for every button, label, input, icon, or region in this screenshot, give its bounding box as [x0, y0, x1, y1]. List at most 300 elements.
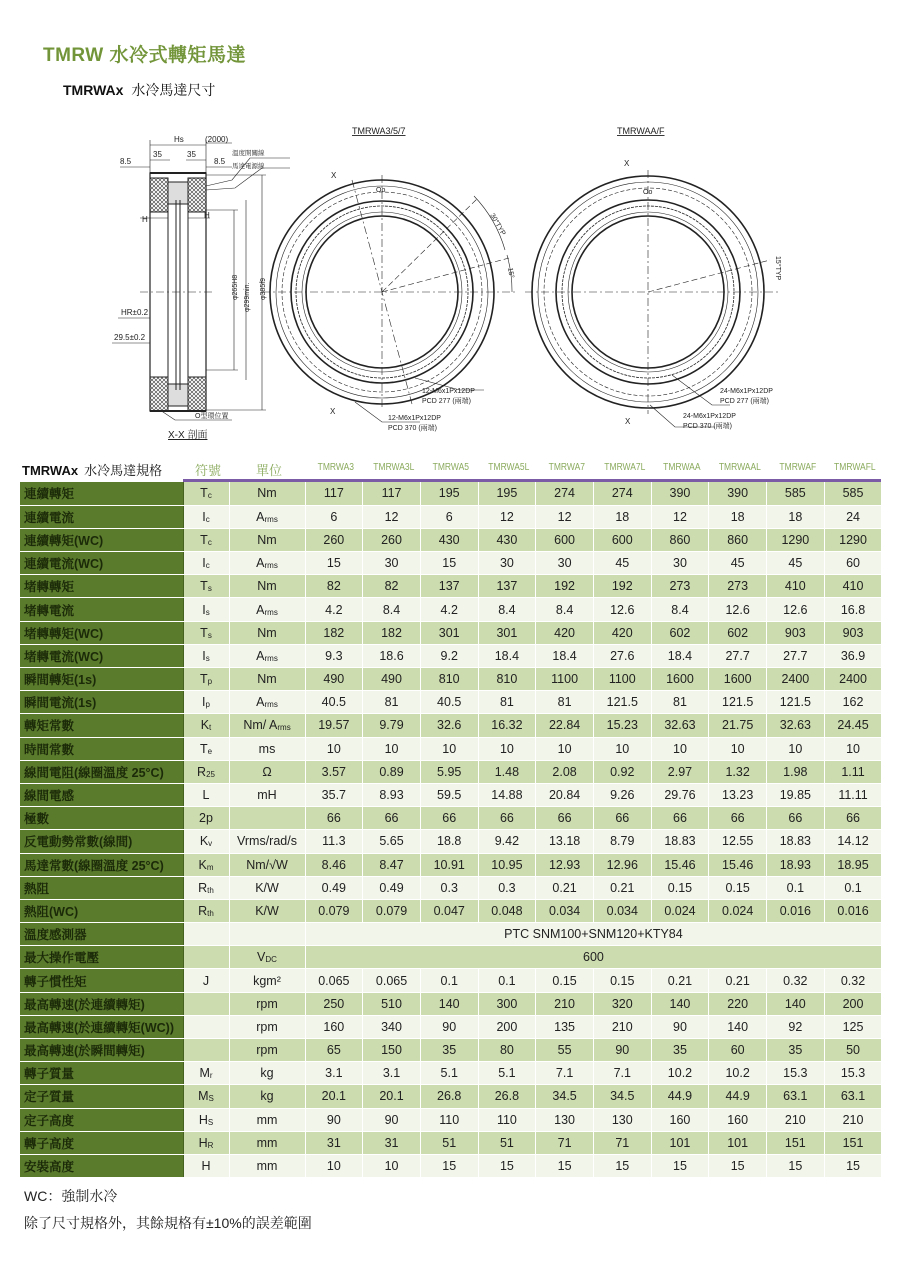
row-unit: ms — [229, 737, 305, 760]
table-row — [20, 969, 882, 992]
value-cell: 15 — [593, 1154, 651, 1177]
value-cell: 19.57 — [305, 714, 363, 737]
value-cell: 15.3 — [824, 1062, 882, 1085]
spec-table-title: TMRWAx 水冷馬達規格 — [22, 463, 163, 478]
col-header-model: TMRWA5L — [488, 462, 530, 473]
table-row — [20, 1131, 882, 1154]
value-cell: 8.4 — [536, 598, 594, 621]
view-b-title: TMRWAA/F — [617, 126, 665, 136]
value-cell: 3.57 — [305, 760, 363, 783]
value-cell: 274 — [593, 482, 651, 505]
value-cell: 140 — [420, 992, 478, 1015]
value-cell: 10.2 — [709, 1062, 767, 1085]
col-header-model: TMRWA3 — [317, 462, 355, 473]
value-cell: 10 — [651, 737, 709, 760]
row-symbol: $I_s$ — [183, 644, 229, 667]
value-cell: 0.065 — [305, 969, 363, 992]
value-cell: 192 — [536, 575, 594, 598]
row-label: 定子高度 — [20, 1108, 183, 1131]
value-cell: 110 — [478, 1108, 536, 1131]
value-cell: 273 — [709, 575, 767, 598]
row-unit: $A_{rms}$ — [229, 691, 305, 714]
row-unit: kgm² — [229, 969, 305, 992]
value-cell: 90 — [593, 1039, 651, 1062]
value-cell: 20.1 — [305, 1085, 363, 1108]
value-cell: 0.065 — [363, 969, 421, 992]
value-cell: 140 — [709, 1015, 767, 1038]
value-cell: 420 — [536, 621, 594, 644]
value-cell: 602 — [651, 621, 709, 644]
svg-text:溫度開關線: 溫度開關線 — [232, 150, 265, 157]
value-cell: 10 — [593, 737, 651, 760]
value-cell: 10 — [363, 1154, 421, 1177]
value-cell: 110 — [420, 1108, 478, 1131]
value-cell: 60 — [709, 1039, 767, 1062]
value-cell: 0.1 — [420, 969, 478, 992]
table-row — [20, 644, 882, 667]
value-cell: 15.46 — [651, 853, 709, 876]
table-row — [20, 575, 882, 598]
value-cell: 125 — [824, 1015, 882, 1038]
value-cell: 12 — [478, 505, 536, 528]
row-symbol: $T_e$ — [183, 737, 229, 760]
value-cell: 15 — [305, 552, 363, 575]
value-cell: 18.83 — [651, 830, 709, 853]
row-symbol: $R_{25}$ — [183, 760, 229, 783]
value-cell: 0.024 — [709, 899, 767, 922]
value-cell: 26.8 — [478, 1085, 536, 1108]
row-unit: $A_{rms}$ — [229, 644, 305, 667]
value-cell: 24.45 — [824, 714, 882, 737]
row-symbol: H — [183, 1154, 229, 1177]
row-unit: Nm — [229, 621, 305, 644]
row-symbol: $H_S$ — [183, 1108, 229, 1131]
value-cell: 90 — [305, 1108, 363, 1131]
value-cell: 9.2 — [420, 644, 478, 667]
row-symbol — [183, 1039, 229, 1062]
table-row — [20, 807, 882, 830]
value-cell: 66 — [363, 807, 421, 830]
value-cell: 0.048 — [478, 899, 536, 922]
value-cell: 35 — [767, 1039, 825, 1062]
value-cell: 55 — [536, 1039, 594, 1062]
value-cell: 60 — [824, 552, 882, 575]
value-cell: 32.63 — [767, 714, 825, 737]
svg-text:8.5: 8.5 — [120, 157, 132, 166]
row-symbol: $K_t$ — [183, 714, 229, 737]
value-cell: 12 — [363, 505, 421, 528]
table-row — [20, 598, 882, 621]
value-cell: 7.1 — [536, 1062, 594, 1085]
row-label: 轉子慣性矩 — [20, 969, 183, 992]
svg-text:X: X — [625, 417, 631, 426]
value-cell: 0.21 — [593, 876, 651, 899]
table-row — [20, 1062, 882, 1085]
value-cell: 30 — [536, 552, 594, 575]
value-cell: 135 — [536, 1015, 594, 1038]
value-cell: 18.4 — [651, 644, 709, 667]
value-cell: 44.9 — [651, 1085, 709, 1108]
svg-text:PCD 277 (兩端): PCD 277 (兩端) — [720, 398, 770, 405]
value-cell: 274 — [536, 482, 594, 505]
value-cell: 32.63 — [651, 714, 709, 737]
row-label: 連續轉矩(WC) — [20, 528, 183, 551]
value-cell: 12.93 — [536, 853, 594, 876]
value-cell: 4.2 — [420, 598, 478, 621]
value-cell: 82 — [363, 575, 421, 598]
table-row — [20, 783, 882, 806]
row-label: 溫度感測器 — [20, 923, 183, 946]
value-cell: 1.48 — [478, 760, 536, 783]
value-cell: 0.079 — [363, 899, 421, 922]
value-cell: 301 — [420, 621, 478, 644]
value-cell: 15.23 — [593, 714, 651, 737]
row-symbol: $T_s$ — [183, 621, 229, 644]
value-cell: 15 — [478, 1154, 536, 1177]
value-cell: 71 — [593, 1131, 651, 1154]
value-cell: 0.21 — [651, 969, 709, 992]
value-cell: 140 — [651, 992, 709, 1015]
value-cell: 18 — [593, 505, 651, 528]
value-cell: 2400 — [767, 668, 825, 691]
col-header-symbol: 符號 — [194, 463, 221, 478]
row-symbol: $R_{th}$ — [183, 899, 229, 922]
value-cell: 860 — [709, 528, 767, 551]
value-cell: 121.5 — [767, 691, 825, 714]
value-cell: 32.6 — [420, 714, 478, 737]
value-cell: 44.9 — [709, 1085, 767, 1108]
value-cell: 18.8 — [420, 830, 478, 853]
row-label: 最大操作電壓 — [20, 946, 183, 969]
value-cell: 8.46 — [305, 853, 363, 876]
row-unit: Nm — [229, 528, 305, 551]
value-cell: 30 — [478, 552, 536, 575]
value-cell: 0.92 — [593, 760, 651, 783]
value-cell: 18.6 — [363, 644, 421, 667]
value-cell: 12 — [651, 505, 709, 528]
value-cell: 59.5 — [420, 783, 478, 806]
svg-text:X: X — [624, 159, 630, 168]
row-symbol: $H_R$ — [183, 1131, 229, 1154]
table-row — [20, 946, 882, 969]
svg-text:Oo: Oo — [376, 187, 386, 194]
row-symbol: $M_S$ — [183, 1085, 229, 1108]
note-tolerance: 除了尺寸規格外，其餘規格有±10%的誤差範圍 — [24, 1215, 312, 1231]
row-unit: mH — [229, 783, 305, 806]
row-symbol: $T_c$ — [183, 528, 229, 551]
svg-text:24-M6x1Px12DP: 24-M6x1Px12DP — [683, 413, 736, 420]
value-cell: 81 — [478, 691, 536, 714]
value-cell: 0.016 — [824, 899, 882, 922]
row-label: 定子質量 — [20, 1085, 183, 1108]
value-cell: 15 — [767, 1154, 825, 1177]
value-cell: 8.4 — [363, 598, 421, 621]
view-a-tmrwa357 — [262, 175, 515, 422]
svg-text:O型環位置: O型環位置 — [195, 413, 229, 420]
value-cell: 0.21 — [709, 969, 767, 992]
svg-text:φ265H8: φ265H8 — [232, 274, 239, 300]
value-cell: 130 — [536, 1108, 594, 1131]
value-cell: 1600 — [651, 668, 709, 691]
row-symbol — [183, 1015, 229, 1038]
value-cell: 430 — [420, 528, 478, 551]
row-label: 連續電流 — [20, 505, 183, 528]
row-unit: rpm — [229, 1015, 305, 1038]
col-header-model: TMRWAA — [663, 462, 701, 473]
row-label: 瞬間轉矩(1s) — [20, 668, 183, 691]
row-label: 轉矩常數 — [20, 714, 183, 737]
merged-value-cell: 600 — [305, 946, 882, 969]
value-cell: 140 — [767, 992, 825, 1015]
value-cell: 10 — [824, 737, 882, 760]
value-cell: 66 — [767, 807, 825, 830]
row-symbol: J — [183, 969, 229, 992]
value-cell: 26.8 — [420, 1085, 478, 1108]
row-symbol: $T_s$ — [183, 575, 229, 598]
value-cell: 510 — [363, 992, 421, 1015]
table-row — [20, 1085, 882, 1108]
row-unit: Nm/ $A_{rms}$ — [229, 714, 305, 737]
value-cell: 210 — [536, 992, 594, 1015]
svg-text:HR±0.2: HR±0.2 — [121, 308, 149, 317]
value-cell: 10.95 — [478, 853, 536, 876]
value-cell: 210 — [824, 1108, 882, 1131]
row-label: 連續電流(WC) — [20, 552, 183, 575]
value-cell: 10 — [420, 737, 478, 760]
value-cell: 18 — [709, 505, 767, 528]
value-cell: 10 — [709, 737, 767, 760]
row-label: 堵轉轉矩 — [20, 575, 183, 598]
value-cell: 18 — [767, 505, 825, 528]
table-row — [20, 992, 882, 1015]
table-row — [20, 1039, 882, 1062]
col-header-model: TMRWA7 — [548, 462, 585, 473]
value-cell: 410 — [767, 575, 825, 598]
row-unit: mm — [229, 1131, 305, 1154]
value-cell: 300 — [478, 992, 536, 1015]
svg-text:12-M6x1Px12DP: 12-M6x1Px12DP — [422, 388, 475, 395]
dim-2000: (2000) — [205, 135, 229, 144]
row-label: 堵轉電流(WC) — [20, 644, 183, 667]
dim-hs: Hs — [174, 135, 184, 144]
value-cell: 51 — [420, 1131, 478, 1154]
row-symbol — [183, 992, 229, 1015]
value-cell: 390 — [709, 482, 767, 505]
value-cell: 8.4 — [478, 598, 536, 621]
value-cell: 10 — [305, 1154, 363, 1177]
value-cell: 860 — [651, 528, 709, 551]
value-cell: 29.76 — [651, 783, 709, 806]
row-label: 馬達常數(線圈溫度 25°C) — [20, 853, 183, 876]
value-cell: 34.5 — [593, 1085, 651, 1108]
value-cell: 81 — [536, 691, 594, 714]
value-cell: 260 — [305, 528, 363, 551]
value-cell: 81 — [651, 691, 709, 714]
svg-text:30°TYP: 30°TYP — [488, 212, 507, 237]
row-unit: rpm — [229, 1039, 305, 1062]
value-cell: 101 — [709, 1131, 767, 1154]
value-cell: 195 — [420, 482, 478, 505]
value-cell: 15 — [824, 1154, 882, 1177]
value-cell: 10 — [305, 737, 363, 760]
view-a-title: TMRWA3/5/7 — [352, 126, 406, 136]
value-cell: 66 — [478, 807, 536, 830]
value-cell: 9.42 — [478, 830, 536, 853]
row-symbol: $K_v$ — [183, 830, 229, 853]
value-cell: 600 — [536, 528, 594, 551]
row-label: 線間電感 — [20, 783, 183, 806]
value-cell: 71 — [536, 1131, 594, 1154]
value-cell: 0.034 — [593, 899, 651, 922]
row-unit: $A_{rms}$ — [229, 552, 305, 575]
table-row — [20, 552, 882, 575]
row-label: 最高轉速(於瞬間轉矩) — [20, 1039, 183, 1062]
value-cell: 0.3 — [420, 876, 478, 899]
value-cell: 9.26 — [593, 783, 651, 806]
row-symbol: $R_{th}$ — [183, 876, 229, 899]
value-cell: 15 — [420, 552, 478, 575]
value-cell: 1100 — [536, 668, 594, 691]
value-cell: 12.6 — [767, 598, 825, 621]
row-unit: mm — [229, 1154, 305, 1177]
value-cell: 160 — [709, 1108, 767, 1131]
svg-text:Oo: Oo — [643, 189, 653, 196]
value-cell: 65 — [305, 1039, 363, 1062]
row-label: 最高轉速(於連續轉矩(WC)) — [20, 1015, 183, 1038]
value-cell: 260 — [363, 528, 421, 551]
row-symbol: $T_c$ — [183, 482, 229, 505]
value-cell: 160 — [651, 1108, 709, 1131]
row-label: 最高轉速(於連續轉矩) — [20, 992, 183, 1015]
value-cell: 0.079 — [305, 899, 363, 922]
value-cell: 10.2 — [651, 1062, 709, 1085]
value-cell: 430 — [478, 528, 536, 551]
value-cell: 4.2 — [305, 598, 363, 621]
row-label: 堵轉轉矩(WC) — [20, 621, 183, 644]
value-cell: 15.46 — [709, 853, 767, 876]
value-cell: 182 — [305, 621, 363, 644]
value-cell: 490 — [305, 668, 363, 691]
value-cell: 10 — [478, 737, 536, 760]
value-cell: 0.3 — [478, 876, 536, 899]
svg-text:X: X — [331, 171, 337, 180]
value-cell: 30 — [651, 552, 709, 575]
table-row — [20, 691, 882, 714]
value-cell: 35.7 — [305, 783, 363, 806]
value-cell: 160 — [305, 1015, 363, 1038]
value-cell: 0.047 — [420, 899, 478, 922]
value-cell: 10 — [363, 737, 421, 760]
value-cell: 0.1 — [478, 969, 536, 992]
merged-value-cell: PTC SNM100+SNM120+KTY84 — [305, 923, 882, 946]
value-cell: 51 — [478, 1131, 536, 1154]
row-symbol — [183, 946, 229, 969]
col-header-model: TMRWAF — [779, 462, 816, 473]
value-cell: 390 — [651, 482, 709, 505]
value-cell: 11.11 — [824, 783, 882, 806]
value-cell: 420 — [593, 621, 651, 644]
value-cell: 600 — [593, 528, 651, 551]
value-cell: 27.7 — [709, 644, 767, 667]
row-label: 轉子高度 — [20, 1131, 183, 1154]
value-cell: 0.89 — [363, 760, 421, 783]
svg-text:15°: 15° — [506, 267, 515, 279]
value-cell: 117 — [363, 482, 421, 505]
value-cell: 0.016 — [767, 899, 825, 922]
row-symbol: $T_p$ — [183, 668, 229, 691]
svg-text:φ385f9: φ385f9 — [260, 277, 267, 300]
row-unit — [229, 807, 305, 830]
value-cell: 0.15 — [593, 969, 651, 992]
value-cell: 66 — [536, 807, 594, 830]
row-unit: Nm — [229, 482, 305, 505]
value-cell: 80 — [478, 1039, 536, 1062]
svg-text:φ299min.: φ299min. — [244, 282, 251, 312]
value-cell: 8.4 — [651, 598, 709, 621]
table-row — [20, 505, 882, 528]
value-cell: 162 — [824, 691, 882, 714]
row-unit: kg — [229, 1085, 305, 1108]
row-label: 極數 — [20, 807, 183, 830]
value-cell: 182 — [363, 621, 421, 644]
value-cell: 121.5 — [709, 691, 767, 714]
row-unit: rpm — [229, 992, 305, 1015]
value-cell: 66 — [709, 807, 767, 830]
value-cell: 6 — [420, 505, 478, 528]
value-cell: 2.08 — [536, 760, 594, 783]
row-unit: $V_{DC}$ — [229, 946, 305, 969]
row-unit: Nm/√W — [229, 853, 305, 876]
value-cell: 150 — [363, 1039, 421, 1062]
value-cell: 27.7 — [767, 644, 825, 667]
value-cell: 18.4 — [478, 644, 536, 667]
col-header-model: TMRWA7L — [603, 462, 645, 473]
svg-text:8.5: 8.5 — [214, 157, 226, 166]
row-label: 瞬間電流(1s) — [20, 691, 183, 714]
row-symbol: L — [183, 783, 229, 806]
row-unit: K/W — [229, 876, 305, 899]
value-cell: 5.65 — [363, 830, 421, 853]
svg-text:PCD 370 (兩端): PCD 370 (兩端) — [388, 425, 438, 432]
value-cell: 45 — [767, 552, 825, 575]
value-cell: 90 — [420, 1015, 478, 1038]
col-header-model: TMRWAFL — [834, 462, 876, 473]
value-cell: 121.5 — [593, 691, 651, 714]
row-label: 堵轉電流 — [20, 598, 183, 621]
value-cell: 5.1 — [420, 1062, 478, 1085]
value-cell: 66 — [824, 807, 882, 830]
row-unit: Nm — [229, 575, 305, 598]
value-cell: 13.18 — [536, 830, 594, 853]
value-cell: 9.79 — [363, 714, 421, 737]
value-cell: 810 — [478, 668, 536, 691]
value-cell: 151 — [767, 1131, 825, 1154]
row-label: 轉子質量 — [20, 1062, 183, 1085]
value-cell: 0.15 — [651, 876, 709, 899]
value-cell: 101 — [651, 1131, 709, 1154]
value-cell: 30 — [363, 552, 421, 575]
svg-text:H: H — [204, 211, 210, 220]
value-cell: 0.32 — [767, 969, 825, 992]
value-cell: 210 — [593, 1015, 651, 1038]
value-cell: 12.6 — [709, 598, 767, 621]
row-symbol: $K_m$ — [183, 853, 229, 876]
row-symbol: 2p — [183, 807, 229, 830]
dimension-drawing — [100, 118, 820, 448]
value-cell: 903 — [824, 621, 882, 644]
value-cell: 13.23 — [709, 783, 767, 806]
page-title: TMRW 水冷式轉矩馬達 — [43, 45, 247, 66]
